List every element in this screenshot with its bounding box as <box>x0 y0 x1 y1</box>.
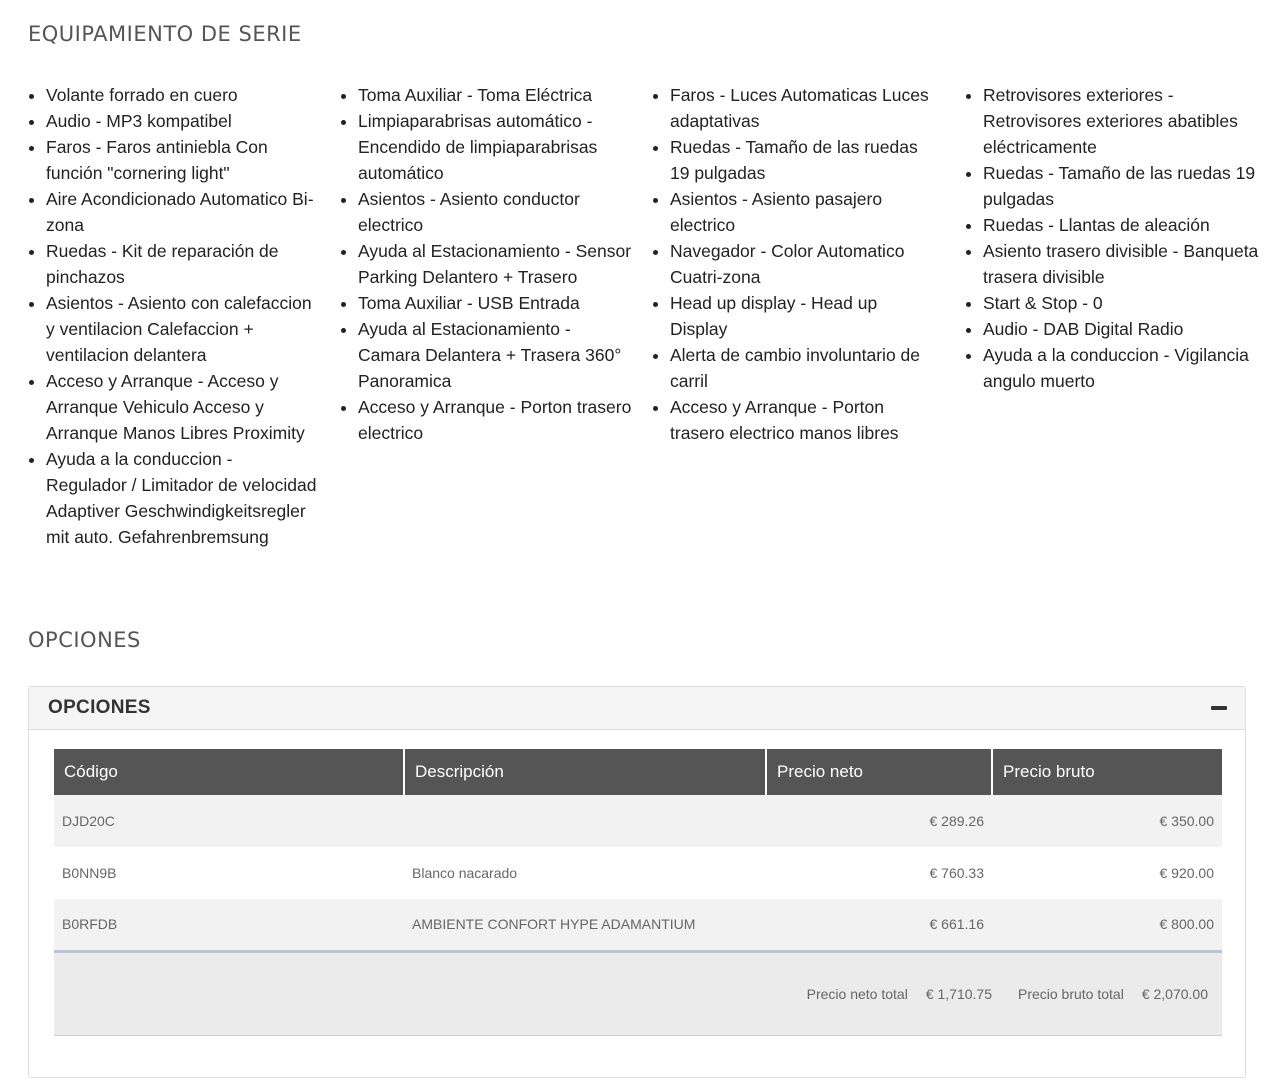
equipment-column-1 <box>22 82 317 550</box>
equipment-item: • Ruedas - Tamaño de las ruedas 19 pulgadas <box>670 134 936 186</box>
equipment-item: • Ayuda a la conduccion - Regulador / Limitador de velocidad Adaptiver Geschwindigkeitsregler mit auto. Gefahrenbremsung <box>46 446 317 550</box>
option-net-price: € 289.26 <box>766 795 992 847</box>
equipment-item: • Asientos - Asiento pasajero electrico <box>670 186 936 238</box>
equipment-item: • Navegador - Color Automatico Cuatri-zona <box>670 238 936 290</box>
options-section-title: OPCIONES <box>28 628 141 652</box>
equipment-item: • Alerta de cambio involuntario de carril <box>670 342 936 394</box>
table-row <box>54 795 1222 847</box>
options-panel-header[interactable] <box>29 687 1245 730</box>
option-gross-price: € 920.00 <box>992 847 1222 899</box>
equipment-item: • Ruedas - Kit de reparación de pinchazos <box>46 238 317 290</box>
equipment-item: • Ayuda al Estacionamiento - Camara Delantera + Trasera 360° Panoramica <box>358 316 634 394</box>
equipment-item: • Audio - DAB Digital Radio <box>983 316 1259 342</box>
equipment-item: • Toma Auxiliar - Toma Eléctrica <box>358 82 634 108</box>
equipment-item: • Asiento trasero divisible - Banqueta trasera divisible <box>983 238 1259 290</box>
options-panel <box>28 686 1246 1078</box>
equipment-item: • Aire Acondicionado Automatico Bi-zona <box>46 186 317 238</box>
option-code: B0NN9B <box>54 847 404 899</box>
equipment-item: • Ayuda al Estacionamiento - Sensor Parking Delantero + Trasero <box>358 238 634 290</box>
equipment-item: • Retrovisores exteriores - Retrovisores exteriores abatibles eléctricamente <box>983 82 1259 160</box>
column-header-gross-price[interactable]: Precio bruto <box>992 749 1222 795</box>
option-description: AMBIENTE CONFORT HYPE ADAMANTIUM <box>404 899 766 951</box>
options-table <box>54 749 1222 1036</box>
equipment-item: • Ruedas - Llantas de aleación <box>983 212 1259 238</box>
equipment-item: • Ruedas - Tamaño de las ruedas 19 pulgadas <box>983 160 1259 212</box>
equipment-item: • Acceso y Arranque - Acceso y Arranque Vehiculo Acceso y Arranque Manos Libres Proximity <box>46 368 317 446</box>
column-header-description[interactable]: Descripción <box>404 749 766 795</box>
option-net-price: € 661.16 <box>766 899 992 951</box>
net-total-value: € 1,710.75 <box>925 985 992 1002</box>
gross-total-value: € 2,070.00 <box>1141 985 1208 1002</box>
equipment-item: • Volante forrado en cuero <box>46 82 317 108</box>
table-header-row <box>54 749 1222 795</box>
equipment-item: • Start & Stop - 0 <box>983 290 1259 316</box>
equipment-item: • Toma Auxiliar - USB Entrada <box>358 290 634 316</box>
options-panel-title: OPCIONES <box>48 697 151 718</box>
equipment-column-3 <box>646 82 936 446</box>
equipment-column-4 <box>959 82 1259 394</box>
table-row <box>54 899 1222 951</box>
option-net-price: € 760.33 <box>766 847 992 899</box>
equipment-item: • Faros - Faros antiniebla Con función "cornering light" <box>46 134 317 186</box>
table-row <box>54 847 1222 899</box>
totals-row <box>54 951 1222 1035</box>
equipment-item: • Asientos - Asiento conductor electrico <box>358 186 634 238</box>
column-header-net-price[interactable]: Precio neto <box>766 749 992 795</box>
equipment-item: • Head up display - Head up Display <box>670 290 936 342</box>
column-header-code[interactable]: Código <box>54 749 404 795</box>
option-description <box>404 795 766 847</box>
equipment-item: • Acceso y Arranque - Porton trasero electrico manos libres <box>670 394 936 446</box>
option-gross-price: € 350.00 <box>992 795 1222 847</box>
gross-total-label: Precio bruto total <box>1017 985 1124 1002</box>
option-gross-price: € 800.00 <box>992 899 1222 951</box>
collapse-minus-icon[interactable] <box>1211 706 1227 710</box>
equipment-item: • Asientos - Asiento con calefaccion y ventilacion Calefaccion + ventilacion delantera <box>46 290 317 368</box>
equipment-item: • Limpiaparabrisas automático - Encendido de limpiaparabrisas automático <box>358 108 634 186</box>
option-code: DJD20C <box>54 795 404 847</box>
equipment-item: • Faros - Luces Automaticas Luces adaptativas <box>670 82 936 134</box>
equipment-item: • Audio - MP3 kompatibel <box>46 108 317 134</box>
equipment-column-2 <box>334 82 634 446</box>
option-code: B0RFDB <box>54 899 404 951</box>
standard-equipment-title: EQUIPAMIENTO DE SERIE <box>28 22 302 46</box>
option-description: Blanco nacarado <box>404 847 766 899</box>
net-total-label: Precio neto total <box>806 985 908 1002</box>
equipment-item: • Ayuda a la conduccion - Vigilancia angulo muerto <box>983 342 1259 394</box>
totals-cell <box>54 951 1222 1035</box>
equipment-item: • Acceso y Arranque - Porton trasero electrico <box>358 394 634 446</box>
